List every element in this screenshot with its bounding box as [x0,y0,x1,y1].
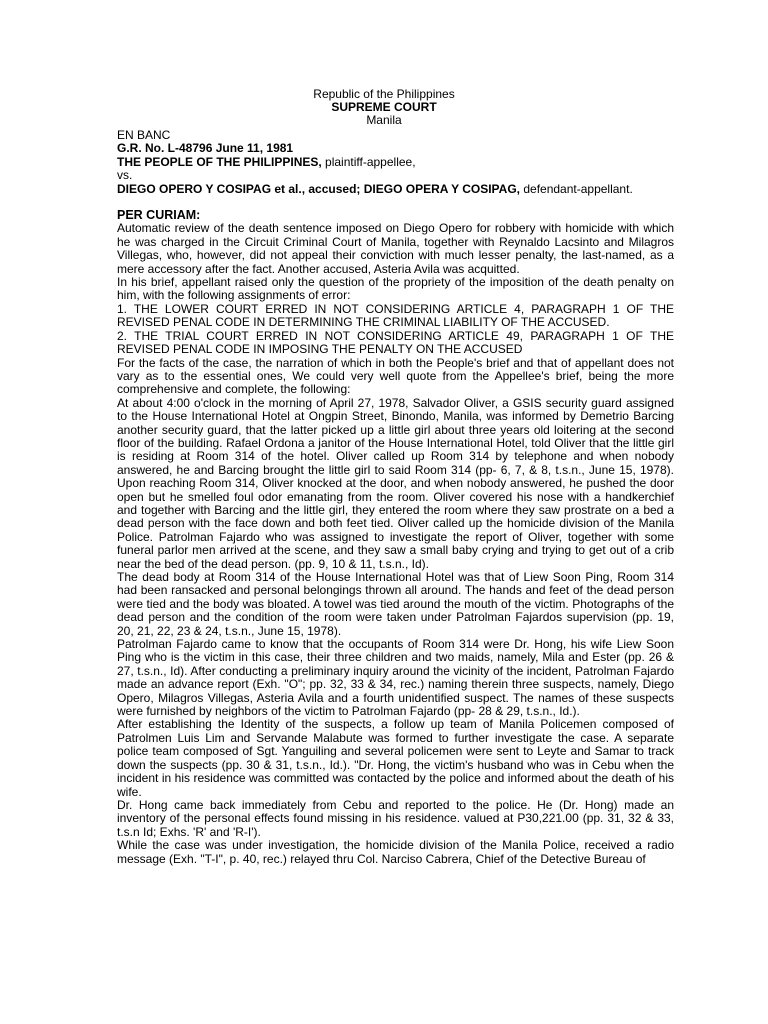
versus: vs. [117,168,133,183]
paragraph: At about 4:00 o'clock in the morning of April 27, 1978, Salvador Oliver, a GSIS security guard assigned to the House International Hotel at Ongpin Street, Binondo, Manila, was informed by Demetrio Barcing another security guard, that the latter picked up a little girl about three years old loitering at the second floor of the building. Rafael Ordona a janitor of the House International Hotel, told Oliver that the little girl is residing at Room 314 of the hotel. Oliver called up Room 314 by telephone and when nobody answered, he and Barcing brought the little girl to said Room 314 (pp- 6, 7, & 8, t.s.n., June 15, 1978). Upon reaching Room 314, Oliver knocked at the door, and when nobody answered, he pushed the door open but he smelled foul odor emanating from the room. Oliver covered his nose with a handkerchief and together with Barcing and the little girl, they entered the room where they saw prostrate on a bed a dead person with the face down and both feet tied. Oliver called up the homicide division of the Manila Police. Patrolman Fajardo who was assigned to investigate the report of Oliver, together with some funeral parlor men arrived at the scene, and they saw a small baby crying and trying to get out of a crib near the bed of the dead person. (pp. 9, 10 & 11, t.s.n., Id). [117,395,674,571]
defendant-name: DIEGO OPERO Y COSIPAG et al., accused; DIEGO OPERA Y COSIPAG, [117,181,521,196]
paragraph: Automatic review of the death sentence imposed on Diego Opero for robbery with homicide with which he was charged in the Circuit Criminal Court of Manila, together with Reynaldo Lacsinto and Milagros Villegas, who, however, did not appeal their conviction with much lesser penalty, the last-named, as a mere accessory after the fact. Another accused, Asteria Avila was acquitted. [117,221,674,276]
plaintiff-role: plaintiff-appellee, [321,154,416,169]
court-name: SUPREME COURT [331,100,437,114]
paragraph: The dead body at Room 314 of the House International Hotel was that of Liew Soon Ping, Room 314 had been ransacked and personal belongings thrown all around. The hands and feet of the dead person were tied and the body was bloated. A towel was tied around the mouth of the victim. Photographs of the dead person and the condition of the room were taken under Patrolman Fajardos supervision (pp. 19, 20, 21, 22, 23 & 24, t.s.n., June 15, 1978). [117,570,674,638]
plaintiff-name: THE PEOPLE OF THE PHILIPPINES, [117,154,322,169]
paragraph: In his brief, appellant raised only the question of the propriety of the imposition of the death penalty on him, with the following assignments of error: [117,275,674,303]
document-body [117,129,674,866]
division: EN BANC [117,128,171,142]
republic-line: Republic of the Philippines [313,87,455,101]
paragraph: After establishing the Identity of the suspects, a follow up team of Manila Policemen composed of Patrolmen Luis Lim and Servande Malabute was formed to further investigate the case. A separate police team composed of Sgt. Yanguiling and several policemen were sent to Leyte and Samar to track down the suspects (pp. 30 & 31, t.s.n., Id.). "Dr. Hong, the victim's husband who was in Cebu when the incident in his residence was committed was contacted by the police and informed about the death of his wife. [117,717,674,799]
paragraph: Dr. Hong came back immediately from Cebu and reported to the police. He (Dr. Hong) made an inventory of the personal effects found missing in his residence. valued at P30,221.00 (pp. 31, 32 & 33, t.s.n Id; Exhs. 'R' and 'R-I'). [117,797,674,839]
case-number: G.R. No. L-48796 June 11, 1981 [117,141,294,156]
defendant-role: defendant-appellant. [520,181,633,196]
opinion-text [117,222,674,866]
defendant-line [117,183,674,196]
paragraph: 2. THE TRIAL COURT ERRED IN NOT CONSIDERING ARTICLE 49, PARAGRAPH 1 OF THE REVISED PENAL CODE IN IMPOSING THE PENALTY ON THE ACCUSED [117,328,674,357]
paragraph: 1. THE LOWER COURT ERRED IN NOT CONSIDERING ARTICLE 4, PARAGRAPH 1 OF THE REVISED PENAL CODE IN DETERMINING THE CRIMINAL LIABILITY OF THE ACCUSED. [117,301,674,330]
court-city: Manila [366,113,402,127]
paragraph: For the facts of the case, the narration of which in both the People's brief and that of appellant does not vary as to the essential ones, We could very well quote from the Appellee's brief, being the more comprehensive and complete, the following: [117,355,674,397]
paragraph: Patrolman Fajardo came to know that the occupants of Room 314 were Dr. Hong, his wife Liew Soon Ping who is the victim in this case, their three children and two maids, namely, Mila and Ester (pp. 26 & 27, t.s.n., Id). After conducting a preliminary inquiry around the vicinity of the incident, Patrolman Fajardo made an advance report (Exh. "O"; pp. 32, 33 & 34, rec.) naming therein three suspects, namely, Diego Opero, Milagros Villegas, Asteria Avila and a fourth unidentified suspect. The names of these suspects were furnished by neighbors of the victim to Patrolman Fajardo (pp- 28 & 29, t.s.n., Id.). [117,637,674,719]
opinion-heading: PER CURIAM: [117,208,201,223]
plaintiff-line [117,156,674,169]
paragraph: While the case was under investigation, the homicide division of the Manila Police, received a radio message (Exh. "T-I", p. 40, rec.) relayed thru Col. Narciso Cabrera, Chief of the Detective Bureau of [117,838,674,866]
